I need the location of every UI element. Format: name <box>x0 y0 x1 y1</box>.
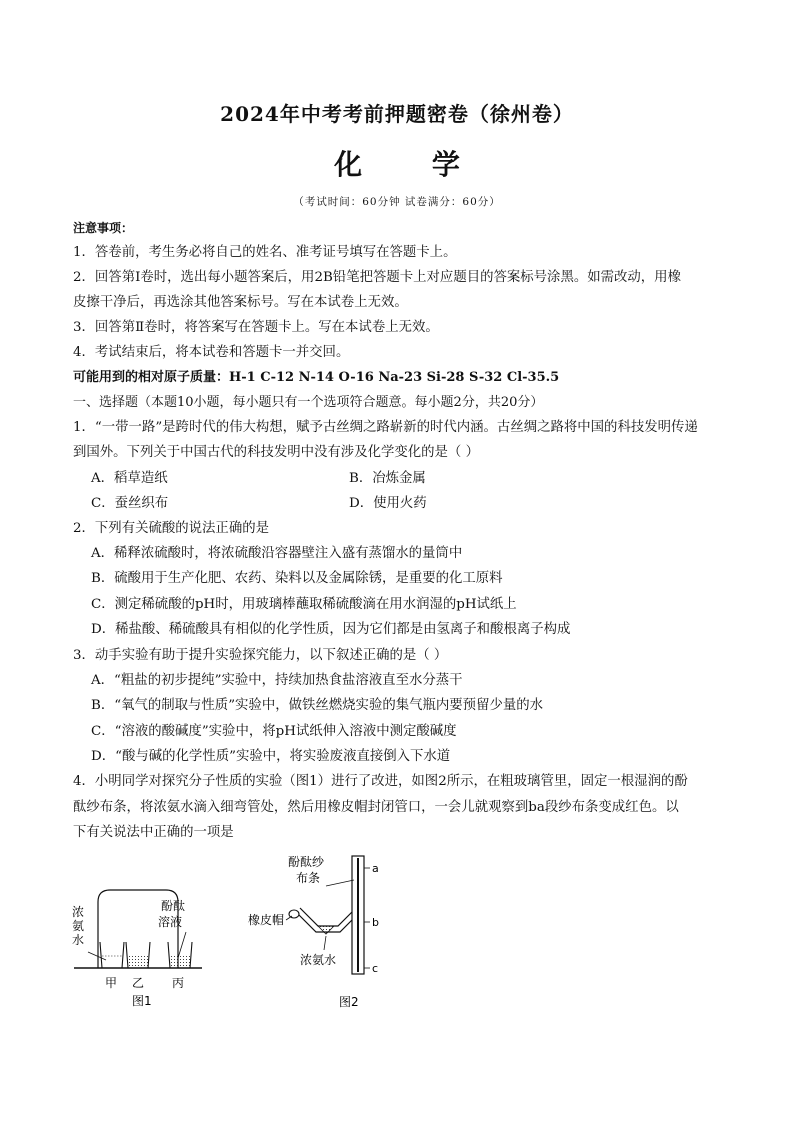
q2-option-b: B．硫酸用于生产化肥、农药、染料以及金属除锈，是重要的化工原料 <box>91 571 503 586</box>
leader-ammonia2-shape <box>324 936 326 950</box>
notice-item: 2．回答第Ⅰ卷时，选出每小题答案后，用2B铅笔把答题卡上对应题目的答案标号涂黑。如需改动，用橡 <box>73 270 681 285</box>
q1-stem-line2: 到国外。下列关于中国古代的科技发明中没有涉及化学变化的是（ ） <box>73 445 479 460</box>
notice-heading: 注意事项： <box>73 221 134 235</box>
exam-info: （考试时间：60分钟 试卷满分：60分） <box>293 196 501 208</box>
fig1-beaker-yi-label: 乙 <box>132 976 145 990</box>
q2-option-a: A．稀释浓硫酸时，将浓硫酸沿容器壁注入盛有蒸馏水的量筒中 <box>91 546 463 561</box>
fig2-gauze-label-1: 酚酞纱 <box>288 855 325 869</box>
fig2-cap-label: 橡皮帽 <box>248 913 285 927</box>
q2-stem: 2．下列有关硫酸的说法正确的是 <box>73 521 269 536</box>
q2-option-d: D．稀盐酸、稀硫酸具有相似的化学性质，因为它们都是由氢离子和酸根离子构成 <box>91 622 571 637</box>
q3-option-c: C．“溶液的酸碱度”实验中，将pH试纸伸入溶液中测定酸碱度 <box>91 724 457 739</box>
fig1-ammonia-label-1: 浓 <box>72 905 85 919</box>
liquid-bing-shape <box>170 956 190 968</box>
notice-item: 4．考试结束后，将本试卷和答题卡一并交回。 <box>73 345 350 360</box>
fig1-ammonia-label-3: 水 <box>72 933 85 947</box>
q3-option-d: D．“酸与碱的化学性质”实验中，将实验废液直接倒入下水道 <box>91 749 451 764</box>
leader-gauze-shape <box>326 880 354 886</box>
q4-stem-line3: 下有关说法中正确的一项是 <box>73 825 234 840</box>
fig2-point-c: c <box>372 962 379 975</box>
leader-phenol-shape <box>178 932 186 958</box>
notice-item: 皮擦干净后，再选涂其他答案标号。写在本试卷上无效。 <box>73 295 408 310</box>
figure-1-diagram <box>68 880 208 1015</box>
leader-cap-shape <box>286 916 292 920</box>
q1-option-b: B．冶炼金属 <box>349 471 426 486</box>
fig2-point-b: b <box>372 916 379 929</box>
fig2-caption: 图2 <box>339 995 359 1009</box>
q4-stem-line2: 酞纱布条，将浓氨水滴入细弯管处，然后用橡皮帽封闭管口，一会儿就观察到ba段纱布条变成红色。以 <box>73 800 679 815</box>
fig1-ammonia-label-2: 氨 <box>72 919 85 933</box>
fig1-beaker-jia-label: 甲 <box>105 976 118 990</box>
q2-option-c: C．测定稀硫酸的pH时，用玻璃棒蘸取稀硫酸滴在用水润湿的pH试纸上 <box>91 597 517 612</box>
figure-2-diagram <box>244 850 394 1015</box>
q1-option-a: A．稻草造纸 <box>91 471 168 486</box>
liquid-yi-shape <box>128 956 148 968</box>
q1-stem-line1: 1．“一带一路”是跨时代的伟大构想，赋予古丝绸之路崭新的时代内涵。古丝绸之路将中国的科技发明传递 <box>73 420 698 435</box>
q3-option-b: B．“氧气的制取与性质”实验中，做铁丝燃烧实验的集气瓶内要预留少量的水 <box>91 698 544 713</box>
beaker-jia-shape <box>100 942 124 968</box>
ammonia-drop-shape <box>318 926 334 934</box>
q3-stem: 3．动手实验有助于提升实验探究能力，以下叙述正确的是（ ） <box>73 648 448 663</box>
exam-subject: 化 学 <box>334 148 490 181</box>
exam-title: 2024年中考考前押题密卷（徐州卷） <box>220 102 574 126</box>
fig1-beaker-bing-label: 丙 <box>172 976 185 990</box>
q1-option-c: C．蚕丝织布 <box>91 496 169 511</box>
fig2-ammonia-label: 浓氨水 <box>300 953 337 967</box>
section-heading: 一、选择题（本题10小题，每小题只有一个选项符合题意。每小题2分，共20分） <box>73 395 544 410</box>
notice-item: 3．回答第Ⅱ卷时，将答案写在答题卡上。写在本试卷上无效。 <box>73 320 439 335</box>
fig1-caption: 图1 <box>132 994 152 1008</box>
fig2-gauze-label-2: 布条 <box>296 871 321 885</box>
q1-option-d: D．使用火药 <box>349 496 427 511</box>
fig2-point-a: a <box>372 862 379 875</box>
notice-item: 1．答卷前，考生务必将自己的姓名、准考证号填写在答题卡上。 <box>73 245 457 260</box>
q4-stem-line1: 4．小明同学对探究分子性质的实验（图1）进行了改进，如图2所示，在粗玻璃管里，固定一根湿润的酚 <box>73 774 688 789</box>
atomic-masses: 可能用到的相对原子质量：H-1 C-12 N-14 O-16 Na-23 Si-28 S-32 Cl-35.5 <box>73 370 560 385</box>
fig1-phenol-label-1: 酚酞 <box>161 899 186 913</box>
fig1-phenol-label-2: 溶液 <box>158 915 183 929</box>
q3-option-a: A．“粗盐的初步提纯”实验中，持续加热食盐溶液直至水分蒸干 <box>91 673 463 688</box>
